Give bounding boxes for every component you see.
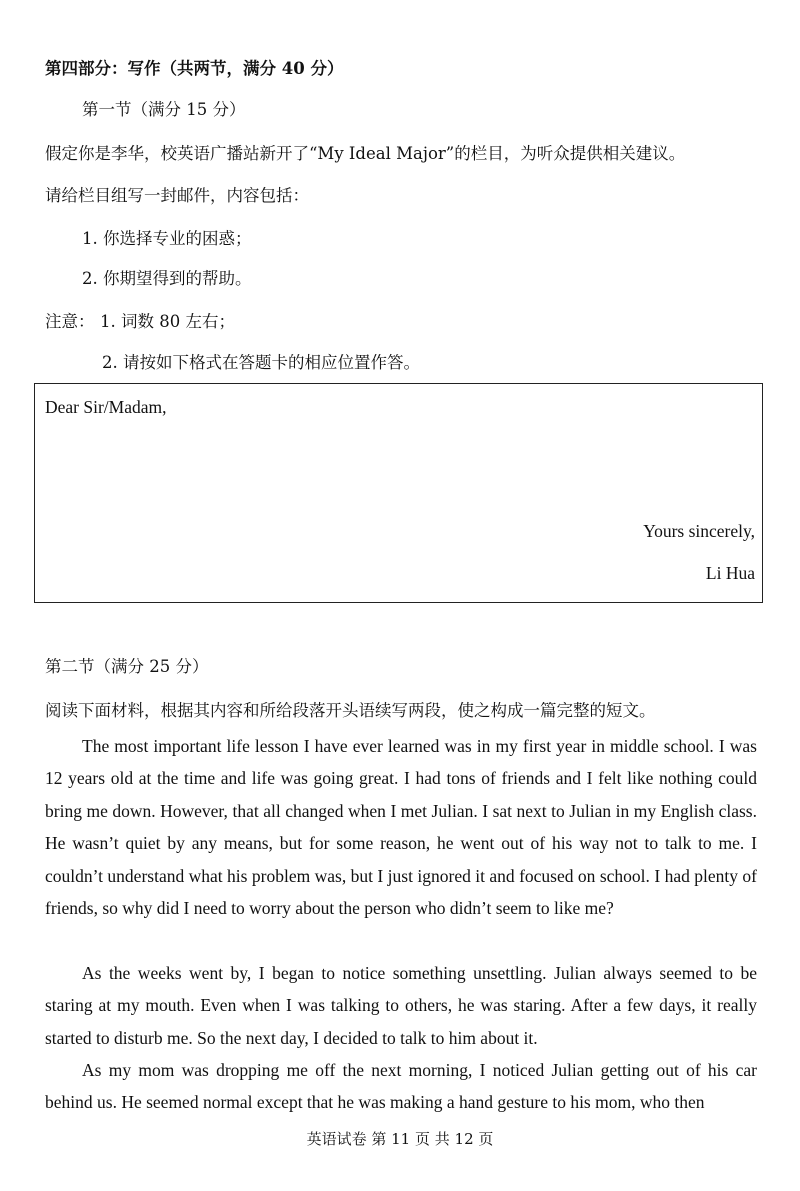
section2-instruction: 阅读下面材料，根据其内容和所给段落开头语续写两段，使之构成一篇完整的短文。 <box>45 701 656 720</box>
letter-closing: Yours sincerely, <box>643 521 755 541</box>
note-1: 1. 词数 80 左右； <box>100 312 235 331</box>
section1-prompt-line2: 请给栏目组写一封邮件，内容包括： <box>45 186 309 205</box>
section2-title: 第二节（满分 25 分） <box>45 657 209 676</box>
story-paragraph-2: As the weeks went by, I began to notice something unsettling. Julian always seemed to be staring at my mouth. Even when I was talking to others, he was staring. After a few days, it really started to disturb me. So the next day, I decided to talk to him about it. <box>45 963 757 1048</box>
section1-prompt-line1: 假定你是李华，校英语广播站新开了“My Ideal Major”的栏目，为听众提供相关建议。 <box>45 144 686 163</box>
page-footer: 英语试卷 第 11 页 共 12 页 <box>306 1130 494 1148</box>
content-item-2: 2. 你期望得到的帮助。 <box>82 269 252 288</box>
note-2: 2. 请按如下格式在答题卡的相应位置作答。 <box>102 353 420 372</box>
section1-title: 第一节（满分 15 分） <box>82 100 246 119</box>
note-label: 注意： <box>45 312 95 331</box>
letter-greeting: Dear Sir/Madam, <box>45 397 167 417</box>
story-paragraph-1: The most important life lesson I have ever learned was in my first year in middle school. I was 12 years old at the time and life was going great. I had tons of friends and I felt like nothing could bring me down. However, that all changed when I met Julian. I sat next to Julian in my English class. He wasn’t quiet by any means, but for some reason, he went out of his way not to talk to me. I couldn’t understand what his problem was, but I just ignored it and focused on school. I had plenty of friends, so why did I need to worry about the person who didn’t seem to like me? <box>45 736 757 919</box>
letter-signature: Li Hua <box>705 563 755 583</box>
story-paragraph-3: As my mom was dropping me off the next morning, I noticed Julian getting out of his car behind us. He seemed normal except that he was making a hand gesture to his mom, who then <box>45 1060 757 1113</box>
content-item-1: 1. 你选择专业的困惑； <box>82 229 252 248</box>
part4-heading: 第四部分：写作（共两节，满分 40 分） <box>45 59 344 78</box>
